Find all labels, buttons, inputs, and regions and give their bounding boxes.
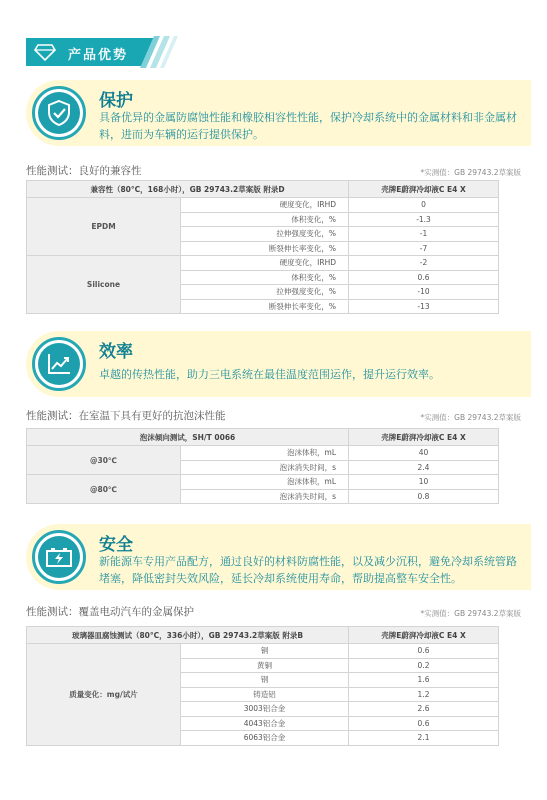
shield-check-icon <box>46 99 72 127</box>
property-cell: 体积变化，% <box>181 212 349 227</box>
table-row <box>27 475 499 490</box>
value-cell: 0.8 <box>349 489 499 504</box>
table-header-right: 壳牌E蔚湃冷却液C E4 X <box>349 627 499 644</box>
value-cell: -10 <box>349 285 499 300</box>
card-icon-ring <box>32 530 86 584</box>
table-header-left: 玻璃器皿腐蚀测试（80°C，336小时），GB 29743.2草案版 附录B <box>27 627 349 644</box>
battery-bolt-icon <box>45 546 73 568</box>
feature-card-safety <box>26 524 531 590</box>
value-cell: -2 <box>349 256 499 271</box>
property-cell: 泡沫消失时间，s <box>181 489 349 504</box>
value-cell: 0 <box>349 198 499 213</box>
table-header-left: 兼容性（80°C，168小时），GB 29743.2草案版 附录D <box>27 181 349 198</box>
property-cell: 拉伸强度变化，% <box>181 227 349 242</box>
property-cell: 硬度变化，IRHD <box>181 198 349 213</box>
table-caption: 性能测试：覆盖电动汽车的金属保护 <box>26 606 194 618</box>
property-cell: 钢 <box>181 673 349 688</box>
table-note: *实测值：GB 29743.2草案版 <box>420 413 521 422</box>
table-header-right: 壳牌E蔚湃冷却液C E4 X <box>349 429 499 446</box>
value-cell: 10 <box>349 475 499 490</box>
table-note: *实测值：GB 29743.2草案版 <box>420 609 521 618</box>
value-cell: -1.3 <box>349 212 499 227</box>
diamond-icon <box>34 42 56 62</box>
table-row <box>27 256 499 271</box>
table-row <box>27 446 499 461</box>
value-cell: 0.6 <box>349 716 499 731</box>
table-row <box>27 198 499 213</box>
card-icon-ring <box>32 86 86 140</box>
stripe-decoration <box>140 36 190 68</box>
section-tag-label: 产品优势 <box>68 48 129 63</box>
value-cell: 40 <box>349 446 499 461</box>
value-cell: 2.4 <box>349 460 499 475</box>
group-label: EPDM <box>27 198 181 256</box>
value-cell: 0.2 <box>349 658 499 673</box>
property-cell: 硬度变化，IRHD <box>181 256 349 271</box>
line-chart-icon <box>46 352 72 376</box>
table-caption: 性能测试：良好的兼容性 <box>26 165 142 177</box>
property-cell: 黄铜 <box>181 658 349 673</box>
value-cell: -1 <box>349 227 499 242</box>
feature-card-efficiency <box>26 331 531 397</box>
property-cell: 泡沫体积，mL <box>181 475 349 490</box>
foam-table <box>26 428 499 504</box>
card-title: 效率 <box>99 342 133 362</box>
table-caption: 性能测试：在室温下具有更好的抗泡沫性能 <box>26 410 226 422</box>
property-cell: 断裂伸长率变化，% <box>181 241 349 256</box>
compatibility-table <box>26 180 499 314</box>
property-cell: 6063铝合金 <box>181 731 349 746</box>
corrosion-table <box>26 626 499 746</box>
value-cell: 2.6 <box>349 702 499 717</box>
value-cell: 2.1 <box>349 731 499 746</box>
property-cell: 体积变化，% <box>181 270 349 285</box>
value-cell: -13 <box>349 299 499 314</box>
card-description: 卓越的传热性能，助力三电系统在最佳温度范围运作，提升运行效率。 <box>99 368 440 381</box>
card-icon-ring <box>32 337 86 391</box>
property-cell: 拉伸强度变化，% <box>181 285 349 300</box>
group-label: Silicone <box>27 256 181 314</box>
group-label: @80℃ <box>27 475 181 504</box>
property-cell: 泡沫体积，mL <box>181 446 349 461</box>
card-description: 新能源车专用产品配方，通过良好的材料防腐性能，以及减少沉积，避免冷却系统管路堵塞，降低密封失效风险，延长冷却系统使用寿命，帮助提高整车安全性。 <box>99 555 517 585</box>
property-cell: 断裂伸长率变化，% <box>181 299 349 314</box>
property-cell: 4043铝合金 <box>181 716 349 731</box>
feature-card-protection <box>26 80 531 146</box>
value-cell: 1.2 <box>349 687 499 702</box>
property-cell: 铜 <box>181 644 349 659</box>
table-header-right: 壳牌E蔚湃冷却液C E4 X <box>349 181 499 198</box>
card-title: 安全 <box>99 535 133 555</box>
value-cell: -7 <box>349 241 499 256</box>
card-description: 具备优异的金属防腐蚀性能和橡胶相容性性能，保护冷却系统中的金属材料和非金属材料，进而为车辆的运行提供保护。 <box>99 111 517 141</box>
property-cell: 3003铝合金 <box>181 702 349 717</box>
group-label: 质量变化：mg/试片 <box>27 644 181 746</box>
value-cell: 0.6 <box>349 644 499 659</box>
group-label: @30℃ <box>27 446 181 475</box>
table-row <box>27 644 499 659</box>
property-cell: 铸造铝 <box>181 687 349 702</box>
property-cell: 泡沫消失时间，s <box>181 460 349 475</box>
value-cell: 0.6 <box>349 270 499 285</box>
table-note: *实测值：GB 29743.2草案版 <box>420 168 521 177</box>
table-header-left: 泡沫倾向测试，SH/T 0066 <box>27 429 349 446</box>
card-title: 保护 <box>99 91 133 111</box>
value-cell: 1.6 <box>349 673 499 688</box>
